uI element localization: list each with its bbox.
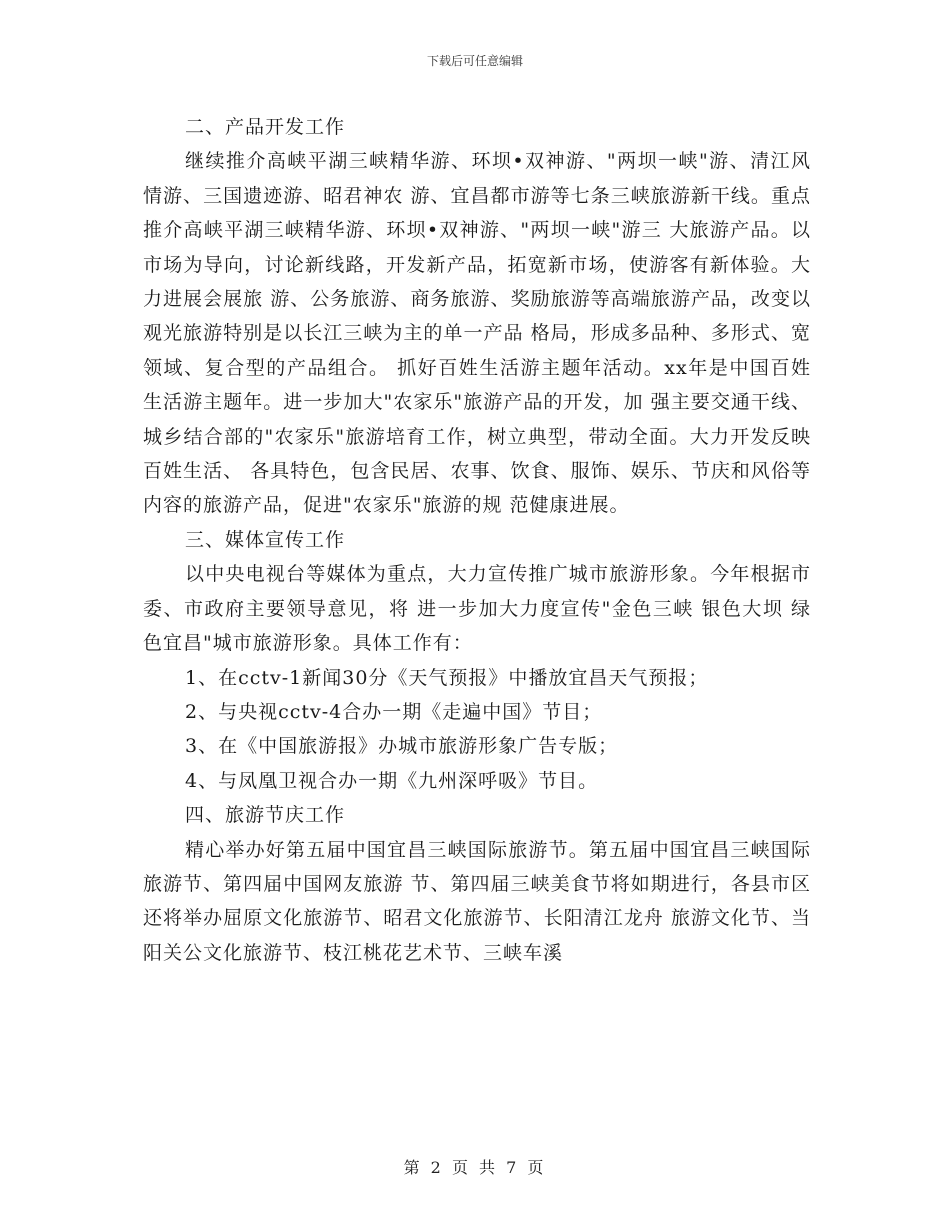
section-heading-festival-events: 四、旅游节庆工作 (185, 804, 346, 827)
list-item-1: 1、在cctv-1新闻30分《天气预报》中播放宜昌天气预报； (185, 666, 709, 689)
document-body (143, 110, 811, 970)
paragraph-product-development: 继续推介高峡平湖三峡精华游、环坝•双神游、"两坝一峡"游、清江风情游、三国遗迹游、昭君神农 游、宜昌都市游等七条三峡旅游新干线。重点推介高峡平湖三峡精华游、环坝•双神游、"两坝一峡"游三 大旅游产品。以市场为导向，讨论新线路，开发新产品，拓宽新市场，使游客有新体验。大力进展会展旅 游、公务旅游、商务旅游、奖励旅游等高端旅游产品，改变以观光旅游特别是以长江三峡为主的单一产品 格局，形成多品种、多形式、宽领域、复合型的产品组合。 抓好百姓生活游主题年活动。xx年是中国百姓生活游主题年。进一步加大"农家乐"旅游产品的开发，加 强主要交通干线、城乡结合部的"农家乐"旅游培育工作，树立典型，带动全面。大力开发反映百姓生活、 各具特色，包含民居、农事、饮食、服饰、娱乐、节庆和风俗等内容的旅游产品，促进"农家乐"旅游的规 范健康进展。 (143, 150, 811, 517)
page-header-note: 下载后可任意编辑 (426, 54, 523, 68)
paragraph-festival-events: 精心举办好第五届中国宜昌三峡国际旅游节。第五届中国宜昌三峡国际旅游节、第四届中国网友旅游 节、第四届三峡美食节将如期进行，各县市区还将举办屈原文化旅游节、昭君文化旅游节、长阳清江龙舟 旅游文化节、当阳关公文化旅游节、枝江桃花艺术节、三峡车溪 (143, 838, 811, 964)
section-heading-media-promotion: 三、媒体宣传工作 (185, 528, 346, 551)
section-heading-product-development: 二、产品开发工作 (185, 116, 346, 138)
list-item-2: 2、与央视cctv-4合办一期《走遍中国》节目； (185, 700, 603, 723)
list-item-3: 3、在《中国旅游报》办城市旅游形象广告专版； (185, 735, 619, 758)
list-item-4: 4、与凤凰卫视合办一期《九州深呼吸》节目。 (185, 769, 599, 792)
paragraph-media-promotion: 以中央电视台等媒体为重点，大力宣传推广城市旅游形象。今年根据市委、市政府主要领导意见，将 进一步加大力度宣传"金色三峡 银色大坝 绿色宜昌"城市旅游形象。具体工作有： (143, 563, 811, 655)
page-number-footer: 第 2 页 共 7 页 (403, 1158, 547, 1177)
